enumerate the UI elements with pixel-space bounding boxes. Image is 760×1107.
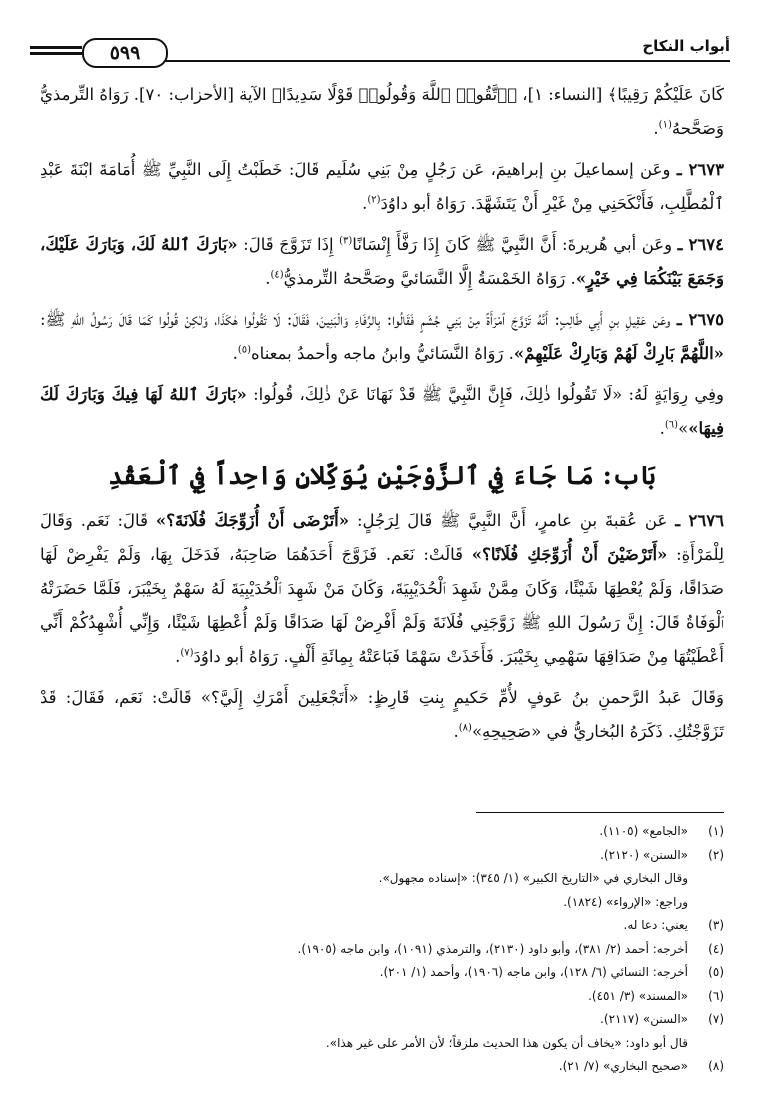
hadith-number: ٢٦٧٤ ـ [677, 235, 724, 254]
closing-report [40, 681, 724, 749]
paragraph-tail: . [265, 269, 271, 288]
footnote-8 [40, 1055, 724, 1079]
footnote-mark: (٨) [708, 1059, 724, 1073]
hadith-2674 [40, 228, 724, 296]
footnote-ref: (١) [658, 119, 672, 131]
footnote-2 [40, 844, 724, 868]
footnote-text: «السنن» (٢١٢٠). [600, 847, 688, 862]
paragraph-tail: . [362, 194, 368, 213]
paragraph-text: كَانَ عَلَيْكُمْ رَقِيبًا﴾ [النساء: ١]، ﴿ٱتَّقُوا۟ ٱللَّهَ وَقُولُوا۟ قَوْلًا سَدِيدًا﴾ الآية [الأحزاب: ٧٠]. رَوَاهُ التِّرمذيُّ وَصَحَّحهُ [40, 85, 725, 138]
page-header [30, 34, 730, 68]
prophetic-saying: «اللَّهُمَّ بَارِكْ لَهُمْ وَبَارِكْ عَلَيْهِمْ» [513, 344, 724, 363]
hadith-number: ٢٦٧٣ ـ [676, 160, 724, 179]
footnote-4 [40, 938, 724, 962]
prophetic-saying: «أَتَرْضَى أَنْ أُزَوِّجَكَ فُلَانَةَ؟» [155, 511, 350, 530]
hadith-2675 [40, 303, 724, 371]
paragraph-tail: . [653, 119, 659, 138]
chapter-heading: بَاب: مَا جَاءَ فِي ٱلزَّوْجَيْنِ يُوَكِّلانِ وَاحِداً فِي ٱلْعَقْدِ [108, 461, 656, 490]
paragraph-tail: . [232, 344, 238, 363]
footnote-3 [40, 914, 724, 938]
hadith-text: وعَن إسماعيلَ بنِ إبراهيمَ، عَن رَجُلٍ مِنْ بَنِي سُلَيم قَالَ: خَطَبْتُ إِلَى النَّبِيِّ ﷺ أُمَامَةَ ابْنَةَ عَبْدِ ٱلْمُطَّلِبِ، فَأَنْكَحَنِي مِنْ غَيْرِ أَنْ يَتَشَهَّدَ. رَوَاهُ أبو داوُدَ [40, 160, 724, 213]
footnote-ref: (٢) [367, 194, 381, 206]
hadith-text: » [678, 419, 689, 438]
footnote-2-line-2: وقال البخاري في «التاريخ الكبير» (١/ ٣٤٥): «إسناده مجهول». [378, 871, 688, 885]
hadith-number: ٢٦٧٥ ـ [676, 310, 724, 329]
footnote-ref: (٧) [180, 647, 194, 659]
hadith-text: قَالَ: نَعَم. وَقَالَ لِلْمَرْأَةِ: [40, 511, 724, 564]
hadith-text: وفِي رِوَايَةٍ لَهُ: «لَا تَقُولُوا ذٰلِكَ، فَإِنَّ النَّبِيَّ ﷺ قَدْ نَهَانَا عَنْ ذٰلِكَ، قُولُوا: [253, 385, 724, 404]
hadith-2675-variant [40, 378, 724, 446]
footnote-7 [40, 1008, 724, 1032]
footnote-mark: (٥) [708, 965, 724, 979]
prophetic-saying: «بَارَكَ ٱللهُ لَكَ، وَبَارَكَ عَلَيْكَ، وَجَمَعَ بَيْنَكُمَا فِي خَيْرٍ» [40, 235, 724, 288]
prophetic-saying: «بَارَكَ ٱللهُ لَهَا فِيكَ وَبَارَكَ لَكَ فِيهَا» [40, 385, 724, 438]
hadith-text: وعَن أبي هُريرةَ: أَنَّ النَّبِيَّ ﷺ كَانَ إِذَا رَفَّأَ إِنْسَانًا [352, 235, 673, 254]
footnote-mark: (٣) [708, 918, 724, 932]
footnotes [40, 820, 724, 1079]
running-title: أبواب النكاح [642, 37, 730, 55]
header-rule-right [164, 60, 730, 62]
hadith-text: وَقَالَ عَبدُ الرَّحمنِ بنُ عَوفٍ لأُمِّ حَكيمٍ بِنتِ قَارِظٍ: «أَتَجْعَلِينَ أَمْرَكِ إِلَيَّ؟» قَالَتْ: نَعَم، فَقَالَ: قَدْ تَزَوَّجْتُكِ. ذَكَرَهُ البُخاريُّ في «صَحِيحِهِ» [40, 688, 724, 741]
footnote-mark: (٢) [708, 847, 724, 862]
page-number: ٥٩٩ [82, 38, 168, 68]
footnote-ref: (٨) [458, 722, 472, 734]
footnote-2-line-3: وراجع: «الإرواء» (١٨٢٤). [563, 894, 688, 909]
footnote-text: «صحيح البخاري» (٧/ ٢١). [558, 1059, 688, 1073]
footnote-7-line-2: قال أبو داود: «يخاف أن يكون هذا الحديث ملزقاً؛ لأن الأمر على غير هذا». [325, 1035, 688, 1050]
footnote-mark: (٤) [708, 941, 724, 956]
footnote-text: أخرجه: أحمد (٢/ ٣٨١)، وأبو داود (٢١٣٠)، والترمذي (١٠٩١)، وابن ماجه (١٩٠٥). [297, 941, 688, 956]
footnote-mark: (٧) [708, 1012, 724, 1026]
hadith-text: . رَوَاهُ الخَمْسَةُ إِلَّا النَّسَائيَّ وصَحَّحهُ التِّرمذيُّ [283, 269, 576, 288]
hadith-text: قَالَتْ: نَعَم. فَزَوَّجَ أَحَدَهُمَا صَاحِبَهُ، فَدَخَلَ بِهَا، وَلَمْ يَفْرِضْ لَهَا صَدَاقًا، وَلَمْ يُعْطِهَا شَيْئًا، وَكَانَ مِمَّنْ شَهِدَ ٱلْحُدَيْبِيَةَ، وَكَانَ مَنْ شَهِدَ ٱلْحُدَيْبِيَةَ لَهُ سَهْمٌ بِخَيْبَرَ، فَلَمَّا حَضَرَتْهُ ٱلْوَفَاةُ قَالَ: إِنَّ رَسُولَ اللهِ ﷺ زَوَّجَنِي فُلَانَةَ وَلَمْ أَفْرِضْ لَهَا صَدَاقًا وَلَمْ أُعْطِهَا شَيْئًا، وَإِنِّي أُشْهِدُكُمْ أَنِّي أَعْطَيْتُهَا مِنْ صَدَاقِهَا سَهْمِي بِخَيْبَرَ. فَأَخَذَتْ سَهْمًا فَبَاعَتْهُ بِمِائَةِ أَلْفٍ. رَوَاهُ أبو داوُدَ [40, 545, 724, 666]
footnote-1 [40, 820, 724, 844]
hadith-number: ٢٦٧٦ ـ [675, 511, 724, 530]
footnote-ref: (٥) [237, 344, 252, 356]
hadith-2676 [40, 504, 724, 674]
header-rule-left [30, 46, 82, 49]
footnote-text: أخرجه: النسائي (٦/ ١٢٨)، وابن ماجه (١٩٠٦)، وأحمد (١/ ٢٠١). [379, 965, 688, 979]
footnote-6 [40, 985, 724, 1009]
footnote-text: يعني: دعا له. [623, 918, 688, 932]
paragraph-verses [40, 78, 724, 146]
footnote-mark: (١) [708, 824, 724, 838]
footnote-text: «السنن» (٢١١٧). [600, 1012, 688, 1026]
hadith-text: عَن عُقبةَ بنِ عامرٍ، أَنَّ النَّبِيَّ ﷺ قَالَ لِرَجُلٍ: [357, 511, 668, 530]
footnote-text: «المسند» (٣/ ٤٥١). [588, 988, 688, 1003]
footnote-ref: (٦) [664, 419, 679, 431]
footnote-mark: (٦) [708, 988, 724, 1003]
main-text [40, 78, 724, 756]
header-rule-left-2 [30, 52, 82, 55]
footnote-divider [476, 812, 724, 813]
footnote-ref: (٤) [270, 269, 284, 281]
footnote-ref: (٣) [339, 235, 353, 247]
paragraph-tail: . [453, 722, 459, 741]
hadith-text: إِذَا تَزَوَّجَ قَالَ: [243, 235, 334, 254]
paragraph-tail: . [175, 647, 181, 666]
hadith-2673 [40, 153, 724, 221]
paragraph-tail: . [659, 419, 665, 438]
hadith-text: . رَوَاهُ النَّسَائيُّ وابنُ ماجه وأحمدُ بمعناه [251, 344, 514, 363]
hadith-text: وعَن عَقِيلِ بنِ أَبِي طَالِبٍ: أَنَّهُ تَزَوَّجَ ٱمْرَأَةً مِنْ بَنِي جُشَمٍ فَقَالُوا: بِالرِّفَاءِ وَالْبَنِينَ، فَقَالَ: لَا تَقُولُوا هٰكَذَا، وَلٰكِنْ قُولُوا كَمَا قَالَ رَسُولُ اللهِ ﷺ: [40, 310, 671, 329]
prophetic-saying: «أَتَرْضَيْنَ أَنْ أُزَوِّجَكِ فُلَانًا؟» [471, 545, 668, 564]
footnote-5 [40, 961, 724, 985]
footnote-text: «الجامع» (١١٠٥). [599, 824, 688, 838]
